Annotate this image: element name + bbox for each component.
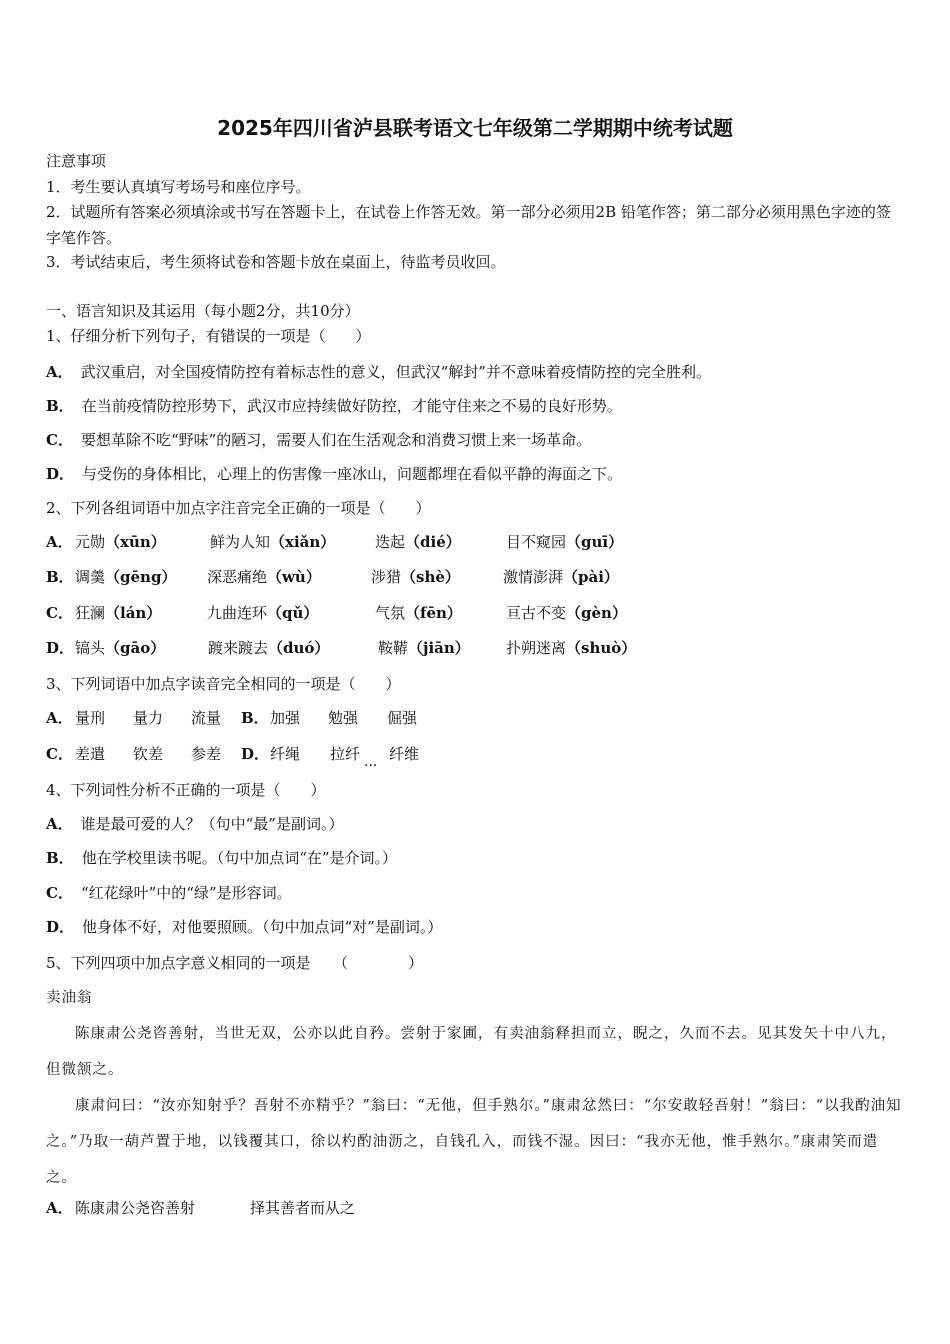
- q1-option-b: [46, 396, 622, 416]
- q2-item: [75, 638, 165, 658]
- word: 涉猎: [371, 568, 402, 586]
- pinyin: （xiǎn）: [270, 533, 336, 551]
- notice-item-3: 3．考试结束后，考生须将试卷和答题卡放在桌面上，待监考员收回。: [46, 253, 506, 271]
- option-label: B．: [46, 568, 74, 586]
- q3-word: 流量: [191, 709, 222, 727]
- q4-option-a: [46, 814, 343, 834]
- q4-option-c: [46, 883, 292, 903]
- q2-item: [75, 603, 161, 623]
- pinyin: （xūn）: [105, 533, 166, 551]
- word: 元勋: [75, 533, 106, 551]
- q1-option-c: [46, 430, 591, 450]
- pinyin: （gèn）: [566, 604, 627, 622]
- q2-item: [75, 567, 176, 587]
- pinyin: （guī）: [566, 533, 624, 551]
- q2-stem: 2、下列各组词语中加点字注音完全正确的一项是（ ）: [46, 499, 431, 517]
- word: 九曲连环: [207, 604, 268, 622]
- option-label: D．: [46, 639, 75, 657]
- emphasis-dots: ...: [364, 754, 378, 770]
- q3-word: 纤维: [389, 745, 420, 763]
- option-label: B．: [46, 849, 74, 867]
- q3-word: 拉纤: [330, 745, 361, 763]
- option-text: “红花绿叶”中的“绿”是形容词。: [80, 884, 292, 902]
- q1-option-a: [46, 362, 711, 382]
- option-text: 他在学校里读书呢。（句中加点词“在”是介词。）: [81, 849, 398, 867]
- option-text: 与受伤的身体相比，心理上的伤害像一座冰山，问题都埋在看似平静的海面之下。: [82, 465, 623, 483]
- q3-word: 差遣: [75, 745, 106, 763]
- pinyin: （shuò）: [566, 639, 637, 657]
- word: 鲜为人知: [210, 533, 271, 551]
- option-text: 他身体不好，对他要照顾。（句中加点词“对”是副词。）: [82, 918, 443, 936]
- q2-item: [75, 532, 166, 552]
- option-label: A．: [46, 533, 73, 551]
- word: 狂澜: [75, 604, 106, 622]
- pinyin: （gāo）: [105, 639, 166, 657]
- word: 迭起: [375, 533, 406, 551]
- option-label: B．: [46, 397, 74, 415]
- q2-item: [371, 567, 460, 587]
- passage-paragraph-2: 康肃问曰：“汝亦知射乎？吾射不亦精乎？”翁曰：“无他，但手熟尔。”康肃忿然曰：“尔安敢轻吾射！”翁曰：“以我酌油知之。”乃取一葫芦置于地，以钱覆其口，徐以杓酌油沥之，自钱孔入，而钱不湿。因曰：“我亦无他，惟手熟尔。”康肃笑而遣之。: [46, 1098, 902, 1186]
- q2-item: [210, 532, 335, 552]
- word: 踱来踱去: [208, 639, 269, 657]
- q2-item: [208, 638, 329, 658]
- notice-item-1: 1．考生要认真填写考场号和座位序号。: [46, 178, 311, 196]
- option-text: 在当前疫情防控形势下，武汉市应持续做好防控，才能守住来之不易的良好形势。: [81, 397, 622, 415]
- q3-word: 加强: [270, 709, 301, 727]
- option-label: D．: [46, 465, 75, 483]
- q3-stem: 3、下列词语中加点字读音完全相同的一项是（ ）: [46, 675, 401, 693]
- notice-item-2: 2．试题所有答案必须填涂或书写在答题卡上，在试卷上作答无效。第一部分必须用2B 铅笔作答；第二部分必须用黑色字迹的签字笔作答。: [46, 203, 891, 247]
- pinyin: （duó）: [268, 639, 330, 657]
- pinyin: （pài）: [563, 568, 619, 586]
- option-text-left: 陈康肃公尧咨善射: [75, 1199, 196, 1217]
- passage-paragraph-1: 陈康肃公尧咨善射，当世无双，公亦以此自矜。尝射于家圃，有卖油翁释担而立，睨之，久而不去。见其发矢十中八九，但微颔之。: [46, 1026, 897, 1078]
- q2-item: [506, 603, 627, 623]
- pinyin: （wù）: [267, 568, 321, 586]
- q1-stem: 1、仔细分析下列句子，有错误的一项是（ ）: [46, 327, 371, 345]
- q2-item: [375, 532, 461, 552]
- q3-word: 量刑: [75, 709, 106, 727]
- q2-item: [207, 567, 321, 587]
- q3-word: 参差: [191, 745, 222, 763]
- pinyin: （lán）: [105, 604, 162, 622]
- pinyin: （dié）: [405, 533, 461, 551]
- q4-option-d: [46, 917, 442, 937]
- word: 亘古不变: [506, 604, 567, 622]
- option-label: C．: [46, 884, 73, 902]
- word: 气氛: [375, 604, 406, 622]
- option-label: D．: [46, 918, 75, 936]
- option-label: D．: [241, 745, 270, 763]
- word: 深恶痛绝: [207, 568, 268, 586]
- option-label: A．: [46, 363, 73, 381]
- q5-stem: 5、下列四项中加点字意义相同的一项是 （ ）: [46, 954, 424, 972]
- q3-word: 倔强: [387, 709, 418, 727]
- word: 调羹: [75, 568, 106, 586]
- word: 激情澎湃: [503, 568, 564, 586]
- option-label: A．: [46, 1199, 73, 1217]
- notice-heading: 注意事项: [46, 152, 107, 170]
- q2-item: [375, 603, 462, 623]
- option-label: B．: [241, 709, 269, 727]
- option-text: 要想革除不吃“野味”的陋习，需要人们在生活观念和消费习惯上来一场革命。: [80, 431, 592, 449]
- option-label: C．: [46, 431, 73, 449]
- q3-word: 钦差: [133, 745, 164, 763]
- option-label: C．: [46, 604, 73, 622]
- q2-item: [207, 603, 318, 623]
- option-label: A．: [46, 709, 73, 727]
- word: 鞍鞯: [378, 639, 409, 657]
- q3-word: 纤绳: [270, 745, 301, 763]
- q4-stem: 4、下列词性分析不正确的一项是（ ）: [46, 781, 326, 799]
- page-title: 2025年四川省泸县联考语文七年级第二学期期中统考试题: [217, 116, 733, 140]
- q2-item: [506, 532, 623, 552]
- word: 目不窥园: [506, 533, 567, 551]
- pinyin: （fēn）: [405, 604, 462, 622]
- q2-item: [503, 567, 619, 587]
- option-text: 武汉重启，对全国疫情防控有着标志性的意义，但武汉“解封”并不意味着疫情防控的完全胜利。: [80, 363, 711, 381]
- option-label: A．: [46, 815, 73, 833]
- pinyin: （qǔ）: [267, 604, 319, 622]
- q1-option-d: [46, 464, 622, 484]
- option-label: C．: [46, 745, 73, 763]
- option-text-right: 择其善者而从之: [250, 1199, 356, 1217]
- option-text: 谁是最可爱的人？（句中“最”是副词。）: [80, 815, 344, 833]
- word: 扑朔迷离: [506, 639, 567, 657]
- q3-word: 量力: [133, 709, 164, 727]
- pinyin: （gēng）: [105, 568, 177, 586]
- pinyin: （shè）: [401, 568, 460, 586]
- q2-item: [506, 638, 636, 658]
- word: 镐头: [75, 639, 106, 657]
- section-heading: 一、语言知识及其运用（每小题2分，共10分）: [46, 302, 360, 320]
- q2-item: [378, 638, 470, 658]
- pinyin: （jiān）: [408, 639, 470, 657]
- passage-title: 卖油翁: [46, 990, 93, 1006]
- q4-option-b: [46, 848, 397, 868]
- q3-word: 勉强: [328, 709, 359, 727]
